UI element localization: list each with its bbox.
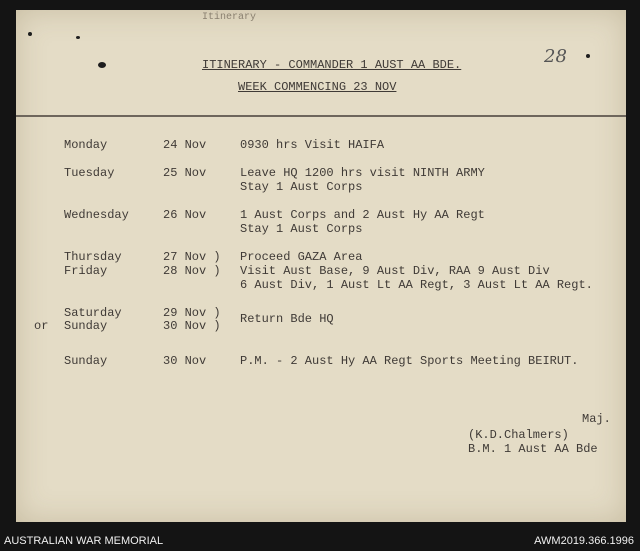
document-subtitle: WEEK COMMENCING 23 NOV — [238, 80, 397, 94]
punch-hole-icon — [98, 62, 106, 68]
signature-position: B.M. 1 Aust AA Bde — [468, 442, 598, 456]
punch-dot-icon — [28, 32, 32, 36]
row-date: 30 Nov — [163, 354, 207, 368]
row-detail: Proceed GAZA Area — [240, 250, 363, 264]
row-date: 30 Nov ) — [163, 319, 221, 333]
row-day: Friday — [64, 264, 108, 278]
row-detail: 6 Aust Div, 1 Aust Lt AA Regt, 3 Aust Lt AA Regt. — [240, 278, 593, 292]
row-detail: Return Bde HQ — [240, 312, 334, 326]
row-prefix: or — [34, 319, 49, 333]
punch-dot-icon — [586, 54, 590, 58]
row-detail: Stay 1 Aust Corps — [240, 222, 363, 236]
row-detail: 0930 hrs Visit HAIFA — [240, 138, 385, 152]
row-date: 27 Nov ) — [163, 250, 221, 264]
footer-credit: AUSTRALIAN WAR MEMORIAL — [4, 535, 164, 547]
row-detail: P.M. - 2 Aust Hy AA Regt Sports Meeting BEIRUT. — [240, 354, 579, 368]
row-day: Sunday — [64, 354, 108, 368]
signature-name: (K.D.Chalmers) — [468, 428, 569, 442]
row-day: Tuesday — [64, 166, 115, 180]
row-day: Sunday — [64, 319, 108, 333]
row-detail: Stay 1 Aust Corps — [240, 180, 363, 194]
document-sheet — [16, 10, 626, 522]
row-day: Wednesday — [64, 208, 129, 222]
row-date: 24 Nov — [163, 138, 207, 152]
row-detail: Leave HQ 1200 hrs visit NINTH ARMY — [240, 166, 485, 180]
handwritten-folio: 28 — [544, 46, 567, 67]
row-date: 28 Nov ) — [163, 264, 221, 278]
row-date: 26 Nov — [163, 208, 207, 222]
top-mark: Itinerary — [202, 12, 257, 23]
punch-dot-icon — [76, 36, 80, 39]
divider-rule — [16, 115, 626, 117]
signature-rank: Maj. — [582, 412, 611, 426]
row-date: 29 Nov ) — [163, 306, 221, 320]
row-detail: Visit Aust Base, 9 Aust Div, RAA 9 Aust Div — [240, 264, 550, 278]
row-date: 25 Nov — [163, 166, 207, 180]
row-day: Thursday — [64, 250, 122, 264]
row-day: Saturday — [64, 306, 122, 320]
row-day: Monday — [64, 138, 108, 152]
footer-accession-number: AWM2019.366.1996 — [534, 535, 634, 547]
document-title: ITINERARY - COMMANDER 1 AUST AA BDE. — [202, 58, 462, 72]
row-detail: 1 Aust Corps and 2 Aust Hy AA Regt — [240, 208, 485, 222]
